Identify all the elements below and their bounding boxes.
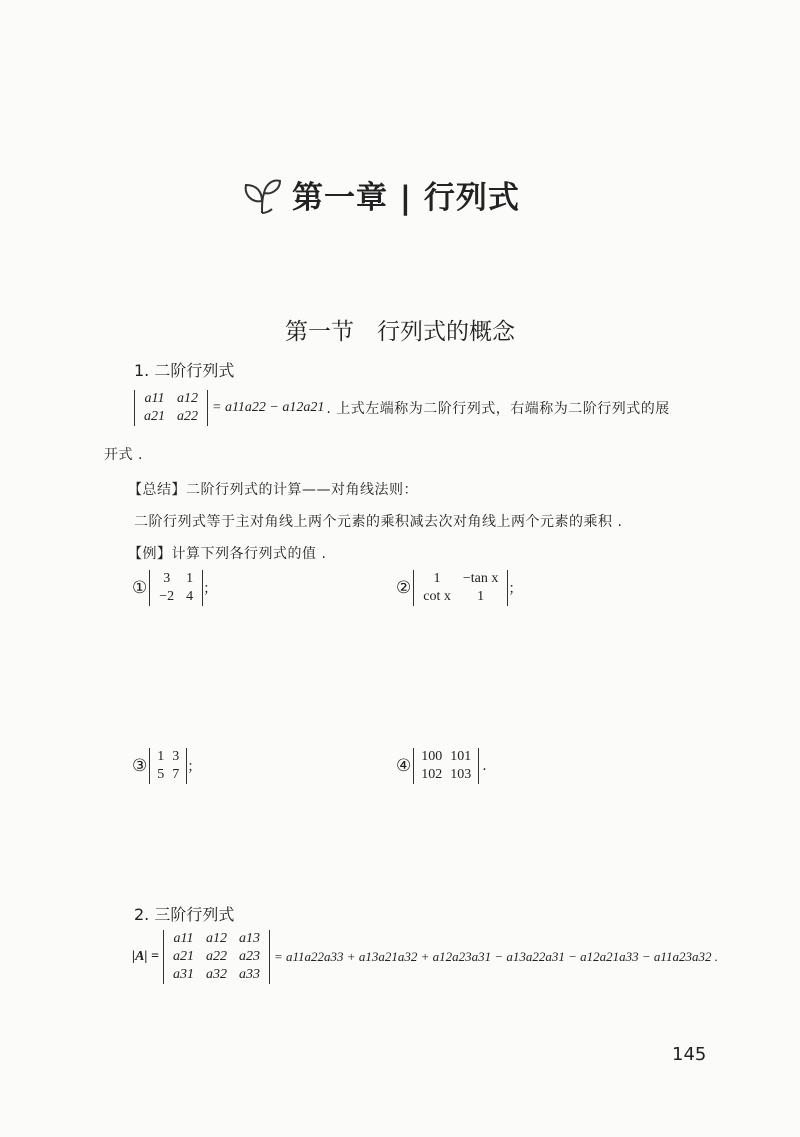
det-cell: a22 bbox=[177, 409, 198, 424]
det-cell: −2 bbox=[159, 589, 175, 604]
exercise-4 bbox=[396, 748, 487, 784]
determinant-lhs: |A| = bbox=[132, 949, 159, 964]
det-cell: 3 bbox=[163, 571, 171, 586]
part1-definition-line bbox=[134, 390, 670, 426]
det-cell: a22 bbox=[205, 949, 227, 964]
det-cell: 1 bbox=[186, 571, 194, 586]
expansion-formula: = a11a22 − a12a21 bbox=[212, 400, 325, 415]
det-cell: −tan x bbox=[462, 571, 499, 586]
det-cell: 1 bbox=[157, 749, 165, 764]
det-cell: a23 bbox=[238, 949, 260, 964]
part2-heading: 2. 三阶行列式 bbox=[134, 905, 235, 924]
det-cell: a12 bbox=[177, 391, 198, 406]
det-cell: 5 bbox=[157, 767, 165, 782]
det-cell: a31 bbox=[172, 967, 194, 982]
det-cell: a11 bbox=[173, 931, 194, 946]
exercise-end: ； bbox=[508, 581, 523, 597]
det-cell: 102 bbox=[421, 767, 443, 782]
exercise-end: . bbox=[482, 758, 488, 774]
exercise-label: ④ bbox=[396, 756, 412, 775]
example-intro: 【例】计算下列各行列式的值 . bbox=[128, 546, 327, 562]
det-cell: a32 bbox=[205, 967, 227, 982]
second-order-determinant bbox=[134, 390, 208, 426]
det-cell: cot x bbox=[423, 589, 451, 604]
exercise-label: ① bbox=[132, 578, 148, 597]
determinant bbox=[413, 748, 479, 784]
determinant bbox=[413, 570, 508, 606]
summary-line: 【总结】二阶行列式的计算——对角线法则： bbox=[128, 482, 418, 498]
det-cell: a12 bbox=[205, 931, 227, 946]
definition-text: . 上式左端称为二阶行列式，右端称为二阶行列式的展 bbox=[326, 401, 670, 417]
exercise-label: ③ bbox=[132, 756, 148, 775]
page-number: 145 bbox=[672, 1044, 707, 1065]
sprout-icon bbox=[240, 175, 284, 215]
third-order-determinant bbox=[163, 930, 270, 984]
third-order-formula bbox=[132, 930, 718, 984]
exercise-label: ② bbox=[396, 578, 412, 597]
determinant bbox=[149, 570, 203, 606]
det-cell: a21 bbox=[144, 409, 165, 424]
exercise-end: ； bbox=[187, 759, 202, 775]
chapter-header bbox=[240, 172, 520, 217]
det-cell: 7 bbox=[172, 767, 180, 782]
det-cell: 103 bbox=[450, 767, 472, 782]
exercise-2 bbox=[396, 570, 523, 606]
exercise-end: ； bbox=[203, 581, 218, 597]
chapter-title: 第一章 | 行列式 bbox=[292, 180, 520, 216]
exercise-3 bbox=[132, 748, 202, 784]
section-title: 第一节 行列式的概念 bbox=[285, 319, 515, 345]
det-cell: a13 bbox=[238, 931, 260, 946]
det-cell: a33 bbox=[238, 967, 260, 982]
expansion-formula: = a11a22a33 + a13a21a32 + a12a23a31 − a13a22a31 − a12a21a33 − a11a23a32 . bbox=[273, 949, 718, 964]
definition-continuation: 开式 . bbox=[104, 447, 143, 463]
determinant bbox=[149, 748, 187, 784]
part1-heading: 1. 二阶行列式 bbox=[134, 361, 235, 380]
det-cell: 100 bbox=[421, 749, 443, 764]
det-cell: 101 bbox=[450, 749, 472, 764]
diagonal-rule: 二阶行列式等于主对角线上两个元素的乘积减去次对角线上两个元素的乘积 . bbox=[134, 514, 623, 530]
det-cell: a11 bbox=[144, 391, 165, 406]
det-cell: 3 bbox=[172, 749, 180, 764]
det-cell: 1 bbox=[433, 571, 441, 586]
det-cell: a21 bbox=[172, 949, 194, 964]
det-cell: 4 bbox=[186, 589, 194, 604]
det-cell: 1 bbox=[477, 589, 485, 604]
exercise-1 bbox=[132, 570, 218, 606]
